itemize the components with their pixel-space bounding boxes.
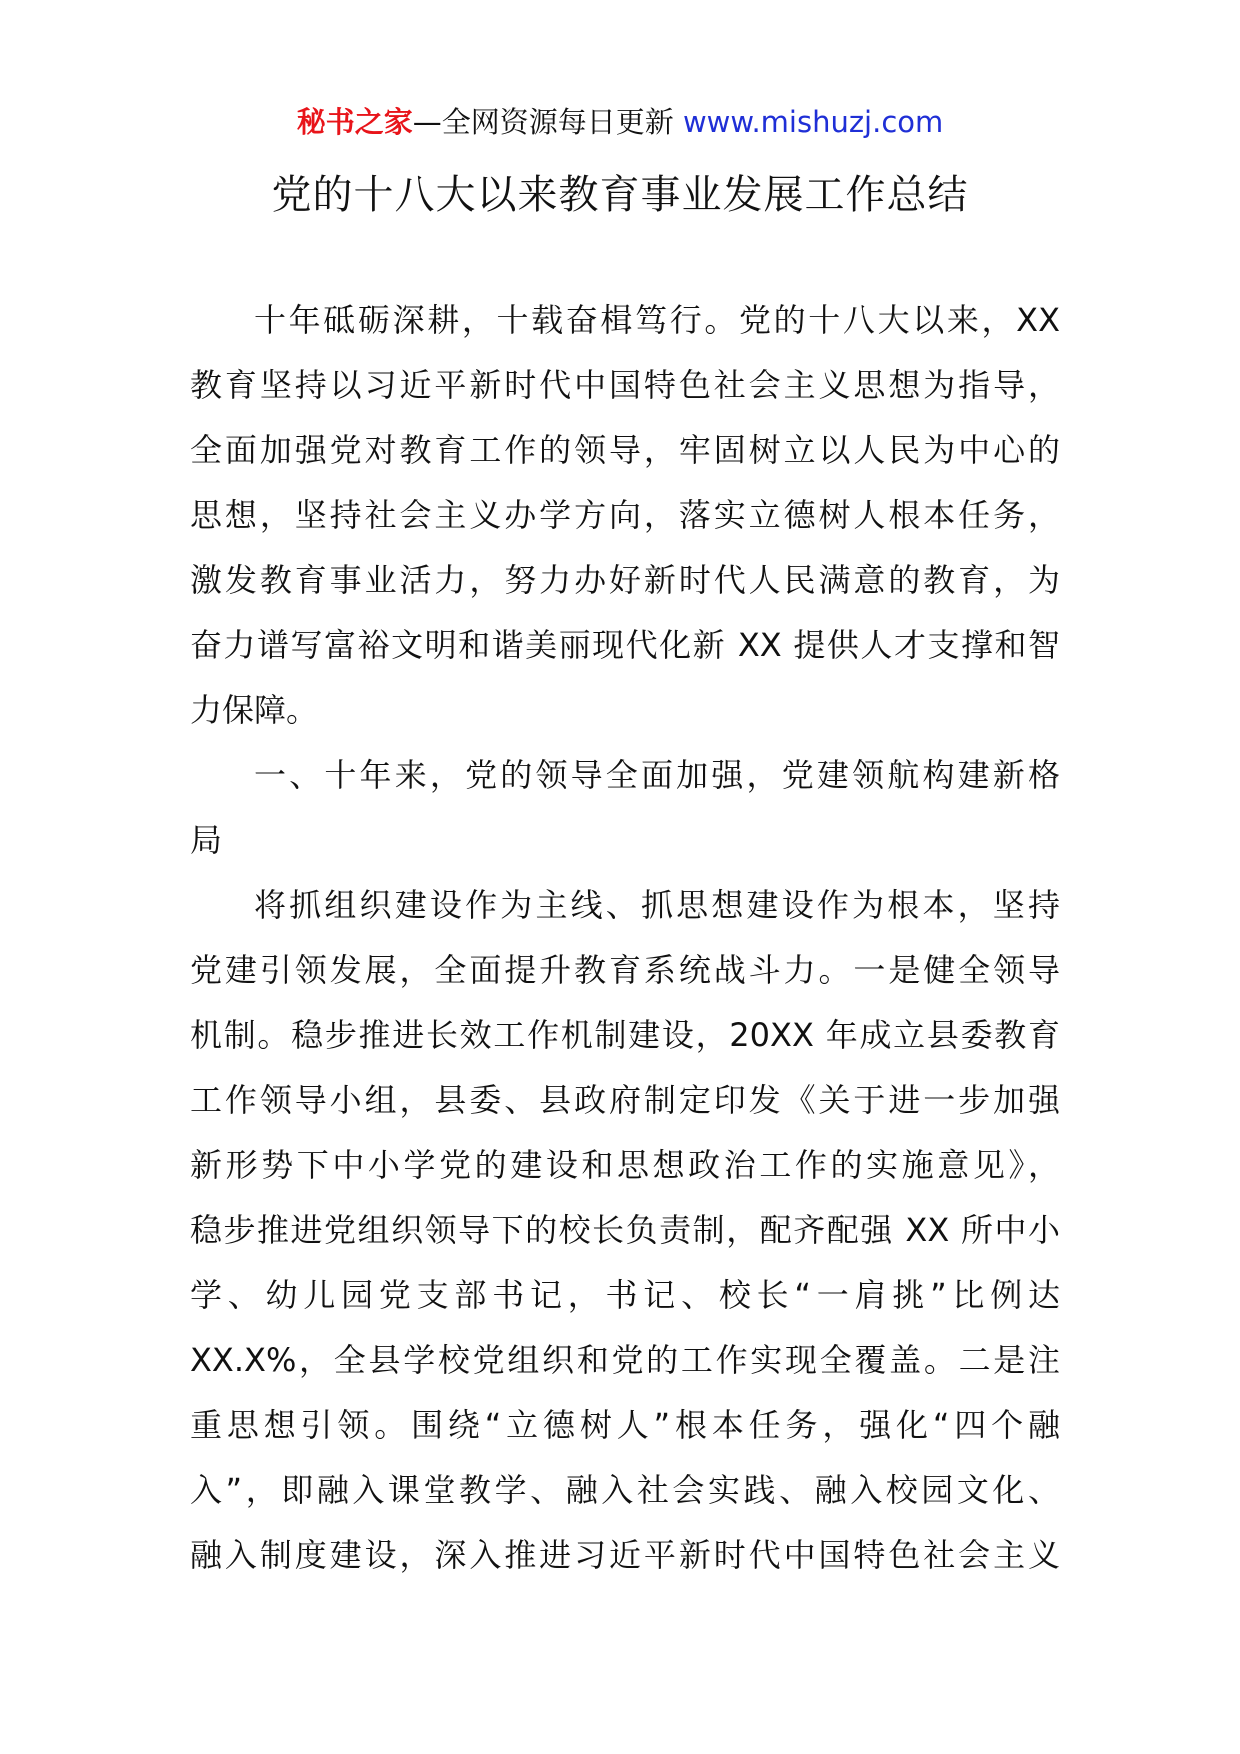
paragraph-party-building xyxy=(190,873,1060,1588)
document-title: 党的十八大以来教育事业发展工作总结 xyxy=(271,172,969,218)
document-body xyxy=(190,288,1060,1588)
text-line: 力保障。 xyxy=(190,691,319,729)
text-line: 工作领导小组，县委、县政府制定印发《关于进一步加强 xyxy=(190,1081,1060,1119)
text-line: 奋力谱写富裕文明和谐美丽现代化新 XX 提供人才支撑和智 xyxy=(190,626,1060,664)
section-heading-1 xyxy=(190,743,1060,873)
heading-line: 一、十年来，党的领导全面加强，党建领航构建新格 xyxy=(254,756,1060,794)
text-line: 融入制度建设，深入推进习近平新时代中国特色社会主义 xyxy=(190,1536,1060,1574)
paragraph-intro xyxy=(190,288,1060,743)
site-banner xyxy=(0,102,1240,142)
heading-line: 局 xyxy=(190,821,223,859)
site-slogan: —全网资源每日更新 xyxy=(412,105,674,139)
text-line: 全面加强党对教育工作的领导，牢固树立以人民为中心的 xyxy=(190,431,1060,469)
text-line: XX.X%，全县学校党组织和党的工作实现全覆盖。二是注 xyxy=(190,1341,1060,1379)
text-line: 稳步推进党组织领导下的校长负责制，配齐配强 XX 所中小 xyxy=(190,1211,1060,1249)
text-line: 党建引领发展，全面提升教育系统战斗力。一是健全领导 xyxy=(190,951,1060,989)
text-line: 激发教育事业活力，努力办好新时代人民满意的教育，为 xyxy=(190,561,1060,599)
text-line: 学、幼儿园党支部书记，书记、校长“一肩挑”比例达 xyxy=(190,1276,1060,1314)
site-url-link[interactable]: www.mishuzj.com xyxy=(682,105,944,139)
text-line: 机制。稳步推进长效工作机制建设，20XX 年成立县委教育 xyxy=(190,1016,1060,1054)
text-line: 教育坚持以习近平新时代中国特色社会主义思想为指导， xyxy=(190,366,1060,404)
text-line: 思想，坚持社会主义办学方向，落实立德树人根本任务， xyxy=(190,496,1060,534)
text-line: 入”，即融入课堂教学、融入社会实践、融入校园文化、 xyxy=(190,1471,1060,1509)
text-line: 十年砥砺深耕，十载奋楫笃行。党的十八大以来，XX xyxy=(254,301,1060,339)
text-line: 将抓组织建设作为主线、抓思想建设作为根本，坚持 xyxy=(254,886,1060,924)
site-brand: 秘书之家 xyxy=(296,105,413,139)
text-line: 新形势下中小学党的建设和思想政治工作的实施意见》， xyxy=(190,1146,1060,1184)
text-line: 重思想引领。围绕“立德树人”根本任务，强化“四个融 xyxy=(190,1406,1060,1444)
